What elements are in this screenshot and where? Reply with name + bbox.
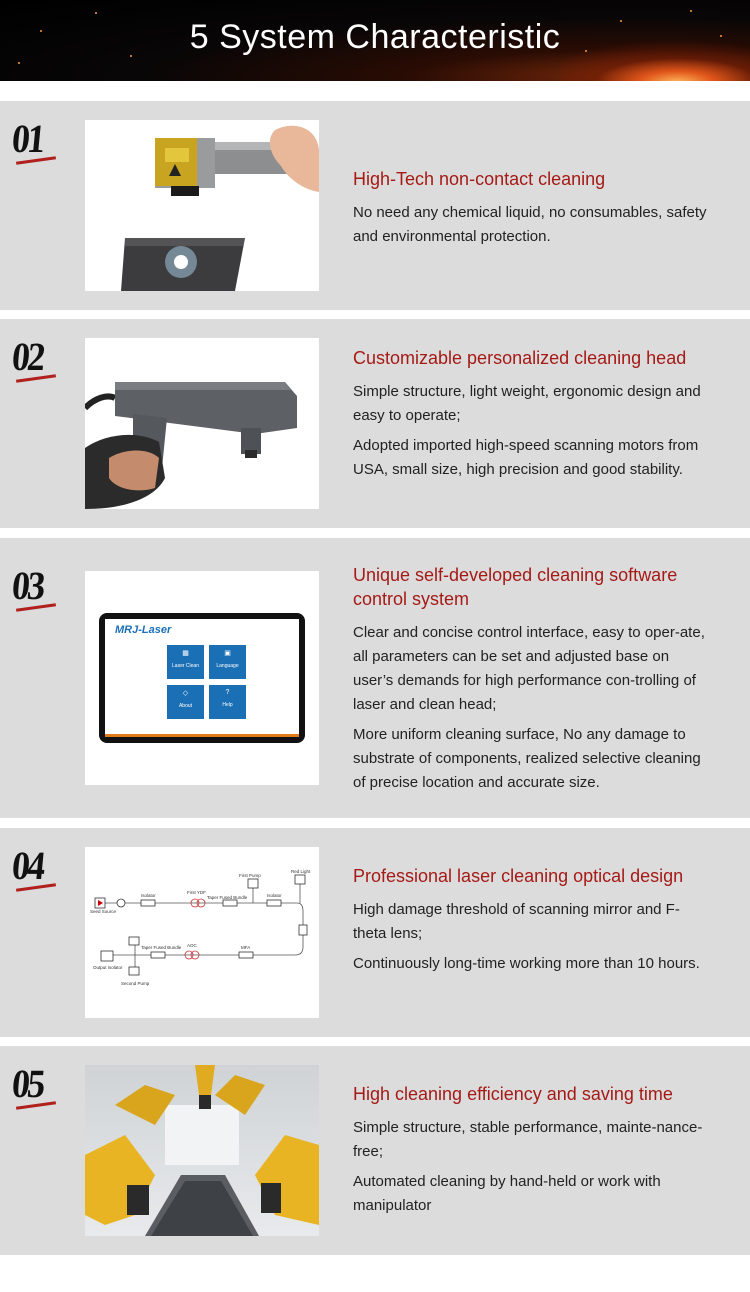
tablet-brand: MRJ-Laser bbox=[115, 624, 172, 636]
section-paragraph: Automated cleaning by hand-held or work with manipulator bbox=[353, 1173, 661, 1214]
section-title: Unique self-developed cleaning software control system bbox=[353, 565, 678, 609]
spark bbox=[18, 62, 20, 64]
tablet-frame bbox=[99, 613, 305, 743]
section-title: High cleaning efficiency and saving time bbox=[353, 1084, 673, 1104]
svg-text:Isolator: Isolator bbox=[267, 893, 282, 898]
tablet-screen bbox=[105, 619, 299, 737]
laser-head-cleaning-photo bbox=[85, 120, 319, 291]
spark bbox=[690, 10, 692, 12]
feature-section-03 bbox=[0, 538, 750, 818]
robot-arms-photo bbox=[85, 1065, 319, 1236]
section-title: High-Tech non-contact cleaning bbox=[353, 169, 606, 189]
section-number: 03 bbox=[14, 566, 64, 608]
section-paragraph: Clear and concise control interface, easy to oper-ate, all parameters can be set and adjusted base on user’s demands for high performance con-trolling of laser and clean head; bbox=[353, 624, 705, 713]
section-text bbox=[353, 1082, 713, 1224]
svg-text:Isolator: Isolator bbox=[141, 893, 156, 898]
svg-text:AOC: AOC bbox=[187, 943, 197, 948]
section-text bbox=[353, 563, 713, 801]
section-title: Professional laser cleaning optical design bbox=[353, 866, 684, 886]
section-paragraph: More uniform cleaning surface, No any damage to substrate of components, realized selective cleaning of precise location and accurate size. bbox=[353, 726, 701, 791]
feature-section-04 bbox=[0, 828, 750, 1037]
svg-text:Red Light: Red Light bbox=[291, 869, 311, 874]
section-paragraph: Adopted imported high-speed scanning motors from USA, small size, high precision and good stability. bbox=[353, 437, 699, 478]
language-button[interactable]: ▣ Language bbox=[209, 645, 246, 679]
svg-text:MFA: MFA bbox=[241, 945, 251, 950]
section-paragraph: Simple structure, light weight, ergonomic design and easy to operate; bbox=[353, 383, 701, 424]
tablet-status-bar bbox=[105, 734, 299, 737]
help-icon: ? bbox=[225, 689, 230, 696]
svg-text:Taper Fused Bundle: Taper Fused Bundle bbox=[207, 895, 248, 900]
section-text bbox=[353, 346, 713, 488]
optical-diagram bbox=[85, 847, 319, 1018]
about-icon: ◇ bbox=[182, 690, 189, 697]
section-number: 05 bbox=[14, 1064, 64, 1106]
section-paragraph: High damage threshold of scanning mirror and F-theta lens; bbox=[353, 901, 680, 942]
laser-clean-button[interactable]: ▦ Laser Clean bbox=[167, 645, 204, 679]
svg-text:Second Pump: Second Pump bbox=[121, 981, 150, 986]
header-banner bbox=[0, 0, 750, 81]
section-text bbox=[353, 864, 713, 982]
feature-section-05 bbox=[0, 1046, 750, 1255]
section-number: 01 bbox=[14, 119, 64, 161]
feature-section-02 bbox=[0, 319, 750, 528]
section-paragraph: No need any chemical liquid, no consumables, safety and environmental protection. bbox=[353, 204, 707, 245]
svg-text:First Pump: First Pump bbox=[239, 873, 261, 878]
handheld-cleaning-gun-photo bbox=[85, 338, 319, 509]
section-title: Customizable personalized cleaning head bbox=[353, 348, 687, 368]
section-number: 02 bbox=[14, 337, 64, 379]
svg-text:First YDF: First YDF bbox=[187, 890, 206, 895]
about-button[interactable]: ◇ About bbox=[167, 685, 204, 719]
svg-text:Taper Fused Bundle: Taper Fused Bundle bbox=[141, 945, 182, 950]
grid-icon: ▦ bbox=[182, 650, 189, 657]
section-number: 04 bbox=[14, 846, 64, 888]
control-tablet bbox=[85, 571, 319, 785]
page-title: 5 System Characteristic bbox=[189, 18, 561, 56]
language-icon: ▣ bbox=[224, 650, 231, 657]
svg-text:Output Isolator: Output Isolator bbox=[93, 965, 123, 970]
feature-section-01 bbox=[0, 101, 750, 310]
section-text bbox=[353, 167, 713, 255]
section-paragraph: Simple structure, stable performance, mainte-nance-free; bbox=[353, 1119, 703, 1160]
svg-text:Seed Source: Seed Source bbox=[90, 909, 117, 914]
help-button[interactable]: ? Help bbox=[209, 685, 246, 719]
spark bbox=[95, 12, 97, 14]
section-paragraph: Continuously long-time working more than 10 hours. bbox=[353, 955, 700, 972]
